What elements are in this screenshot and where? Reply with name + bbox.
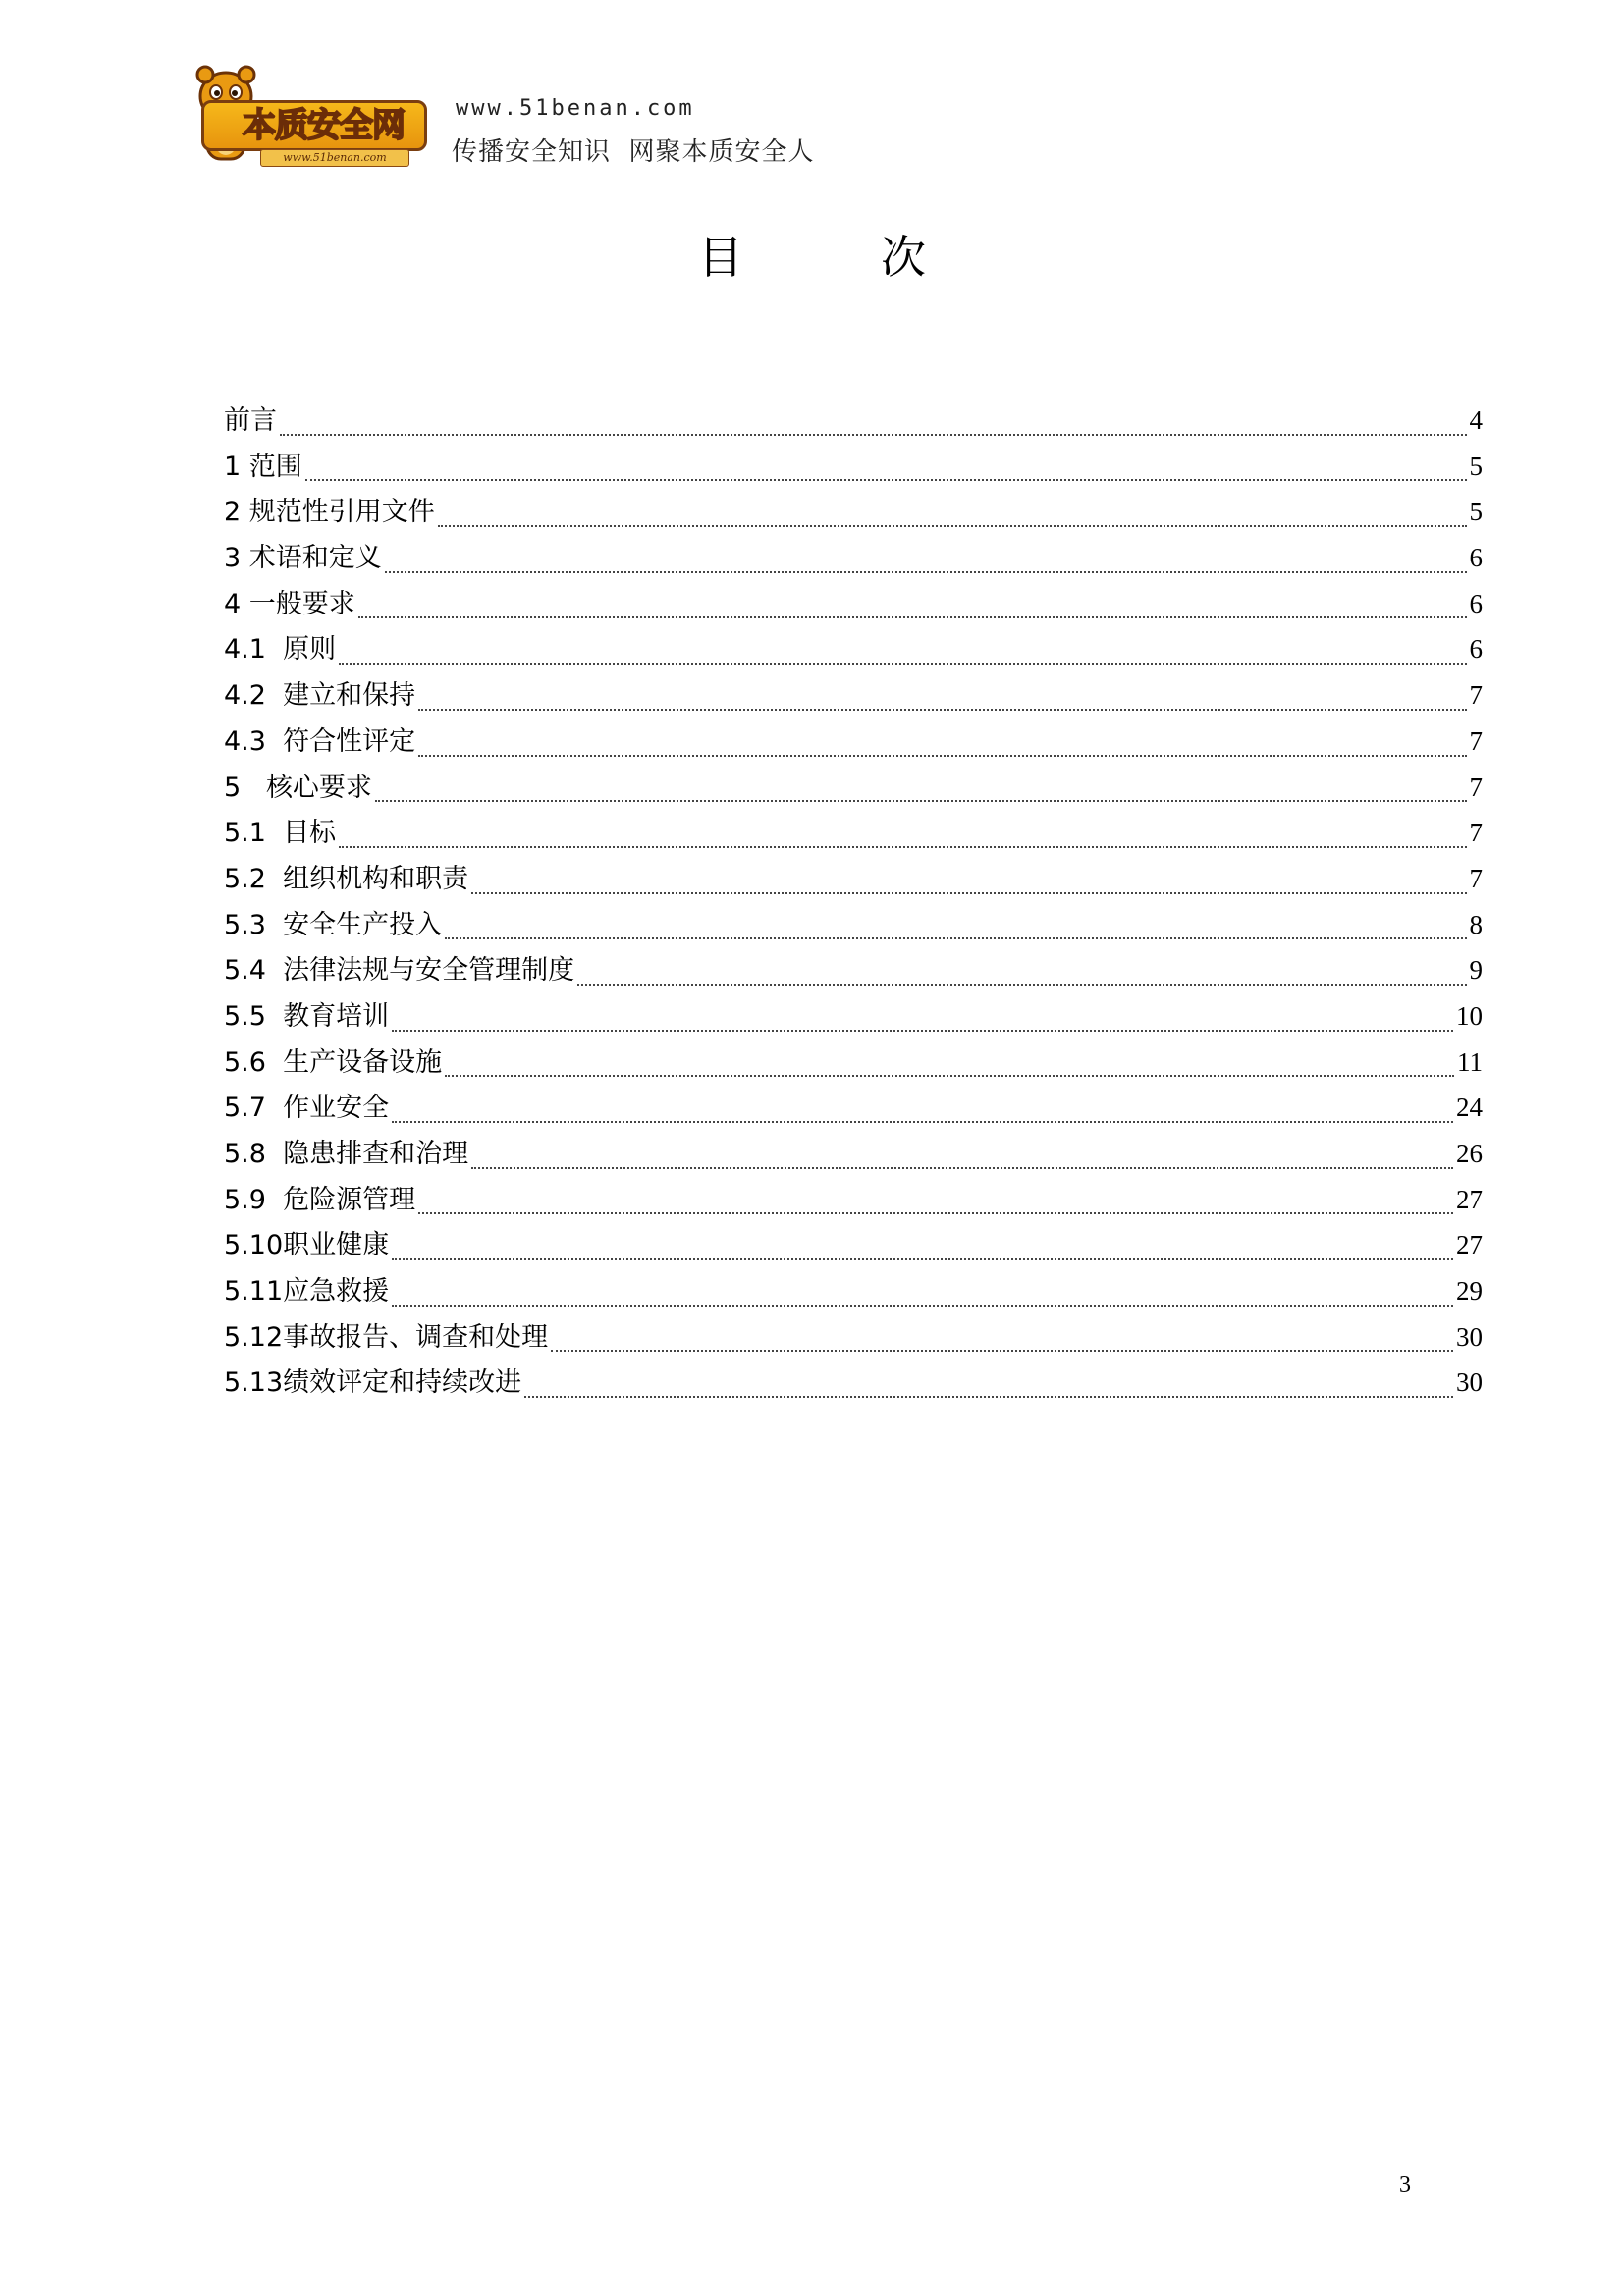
toc-entry-page: 7 [1469, 725, 1483, 756]
toc-entry-page: 7 [1469, 818, 1483, 848]
toc-entry-5-2[interactable] [224, 856, 1483, 902]
toc-entry-page: 6 [1469, 634, 1483, 665]
header-url[interactable]: www.51benan.com [456, 96, 695, 121]
toc-entry-5-10[interactable] [224, 1222, 1483, 1268]
toc-entry-number: 5.2 [224, 863, 284, 894]
toc-entry-5-1[interactable] [224, 810, 1483, 856]
toc-entry-4-2[interactable] [224, 672, 1483, 719]
toc-entry-label: 隐患排查和治理 [283, 1139, 469, 1169]
toc-dot-leader [551, 1349, 1453, 1352]
toc-entry-number: 5.4 [224, 955, 284, 987]
toc-entry-5-12[interactable] [224, 1314, 1483, 1361]
toc-entry-label: 法律法规与安全管理制度 [283, 955, 575, 987]
toc-entry-5-3[interactable] [224, 902, 1483, 948]
toc-entry-3[interactable] [224, 535, 1483, 581]
toc-dot-leader [445, 936, 1466, 939]
toc-entry-label: 危险源管理 [283, 1184, 416, 1215]
toc-entry-label: 生产设备设施 [283, 1046, 443, 1078]
toc-entry-label: 职业健康 [283, 1230, 390, 1261]
toc-entry-number: 5.9 [224, 1184, 284, 1215]
toc-entry-preface[interactable] [224, 398, 1483, 444]
page-number: 3 [1399, 2172, 1411, 2198]
toc-entry-number: 2 [224, 497, 249, 528]
toc-dot-leader [471, 891, 1466, 894]
toc-entry-page: 9 [1469, 955, 1483, 986]
toc-entry-5-9[interactable] [224, 1177, 1483, 1223]
toc-entry-number: 5.12 [224, 1321, 284, 1353]
toc-entry-4-1[interactable] [224, 626, 1483, 672]
toc-entry-label: 原则 [283, 634, 337, 666]
toc-entry-number: 4.1 [224, 634, 284, 666]
title-part-2: 次 [881, 231, 926, 284]
site-logo [191, 59, 437, 167]
toc-entry-5-6[interactable] [224, 1040, 1483, 1086]
toc-dot-leader [524, 1395, 1453, 1398]
toc-entry-5-8[interactable] [224, 1131, 1483, 1177]
toc-dot-leader [418, 708, 1466, 711]
toc-dot-leader [385, 570, 1467, 573]
toc-entry-label: 符合性评定 [283, 725, 416, 757]
toc-entry-page: 7 [1469, 863, 1483, 893]
toc-dot-leader [392, 1304, 1453, 1307]
toc-entry-label: 事故报告、调查和处理 [283, 1321, 549, 1353]
toc-entry-2[interactable] [224, 489, 1483, 535]
toc-entry-5-5[interactable] [224, 993, 1483, 1040]
toc-entry-number: 4 [224, 588, 249, 619]
toc-entry-label: 核心要求 [265, 772, 372, 803]
toc-dot-leader [392, 1029, 1453, 1032]
toc-dot-leader [392, 1257, 1453, 1260]
toc-entry-label: 术语和定义 [248, 543, 382, 574]
toc-entry-number: 5.11 [224, 1276, 284, 1308]
toc-entry-label: 组织机构和职责 [283, 863, 469, 894]
toc-entry-number: 5.5 [224, 1000, 284, 1032]
logo-title: 本质安全网 [243, 106, 405, 145]
toc-entry-page: 5 [1469, 497, 1483, 527]
toc-entry-number: 5.1 [224, 818, 284, 849]
toc-entry-page: 26 [1456, 1139, 1483, 1168]
toc-entry-page: 27 [1456, 1230, 1483, 1260]
toc-entry-4[interactable] [224, 581, 1483, 627]
logo-small-url: www.51benan.com [260, 149, 409, 167]
toc-entry-label: 应急救援 [283, 1276, 390, 1308]
toc-entry-number: 3 [224, 543, 249, 574]
header-slogan: 传播安全知识 网聚本质安全人 [452, 137, 815, 167]
toc-entry-5-7[interactable] [224, 1085, 1483, 1131]
toc-entry-number: 5.8 [224, 1139, 284, 1169]
toc-dot-leader [339, 662, 1466, 665]
toc-entry-page: 11 [1457, 1046, 1483, 1077]
toc-entry-number: 5.13 [224, 1367, 284, 1399]
toc-entry-5-4[interactable] [224, 947, 1483, 993]
toc-entry-label: 建立和保持 [283, 680, 416, 712]
toc-entry-page: 4 [1469, 405, 1483, 435]
table-of-contents [224, 398, 1483, 1406]
toc-entry-number: 1 [224, 451, 249, 482]
toc-entry-number: 5.7 [224, 1093, 284, 1124]
toc-entry-4-3[interactable] [224, 719, 1483, 765]
toc-entry-label: 目标 [283, 818, 337, 849]
toc-dot-leader [438, 524, 1467, 527]
toc-entry-number: 5.10 [224, 1230, 284, 1261]
toc-entry-label: 作业安全 [283, 1093, 390, 1124]
toc-entry-page: 7 [1469, 680, 1483, 711]
toc-entry-page: 7 [1469, 772, 1483, 802]
toc-entry-number: 5.3 [224, 909, 284, 940]
toc-entry-label: 一般要求 [248, 588, 355, 619]
toc-entry-5-13[interactable] [224, 1360, 1483, 1406]
toc-entry-number: 4.3 [224, 725, 284, 757]
toc-entry-5-11[interactable] [224, 1268, 1483, 1314]
toc-entry-page: 6 [1469, 543, 1483, 573]
toc-entry-label: 前言 [224, 405, 277, 436]
toc-entry-number: 5 [224, 772, 266, 803]
toc-dot-leader [577, 983, 1466, 986]
toc-dot-leader [418, 1211, 1453, 1214]
toc-entry-page: 5 [1469, 451, 1483, 481]
toc-entry-page: 10 [1456, 1000, 1483, 1031]
toc-dot-leader [280, 433, 1467, 436]
title-part-1: 目 [698, 231, 743, 284]
toc-entry-page: 30 [1456, 1367, 1483, 1398]
toc-dot-leader [418, 754, 1466, 757]
toc-entry-number: 5.6 [224, 1046, 284, 1078]
toc-dot-leader [392, 1120, 1453, 1123]
toc-dot-leader [305, 478, 1467, 481]
toc-entry-label: 安全生产投入 [283, 909, 443, 940]
toc-dot-leader [375, 799, 1467, 802]
toc-entry-page: 30 [1456, 1321, 1483, 1352]
toc-entry-5[interactable] [224, 765, 1483, 811]
toc-entry-page: 27 [1456, 1184, 1483, 1214]
toc-entry-label: 教育培训 [283, 1000, 390, 1032]
toc-entry-page: 29 [1456, 1276, 1483, 1307]
toc-dot-leader [445, 1074, 1454, 1077]
toc-entry-number: 4.2 [224, 680, 284, 712]
toc-dot-leader [471, 1166, 1453, 1169]
page-title [0, 228, 1624, 287]
toc-entry-label: 绩效评定和持续改进 [283, 1367, 522, 1399]
toc-entry-label: 规范性引用文件 [248, 497, 435, 528]
toc-dot-leader [339, 845, 1466, 848]
toc-entry-page: 6 [1469, 588, 1483, 618]
toc-entry-page: 24 [1456, 1093, 1483, 1123]
toc-entry-label: 范围 [248, 451, 302, 482]
toc-entry-1[interactable] [224, 444, 1483, 490]
toc-dot-leader [358, 615, 1467, 618]
toc-entry-page: 8 [1469, 909, 1483, 939]
